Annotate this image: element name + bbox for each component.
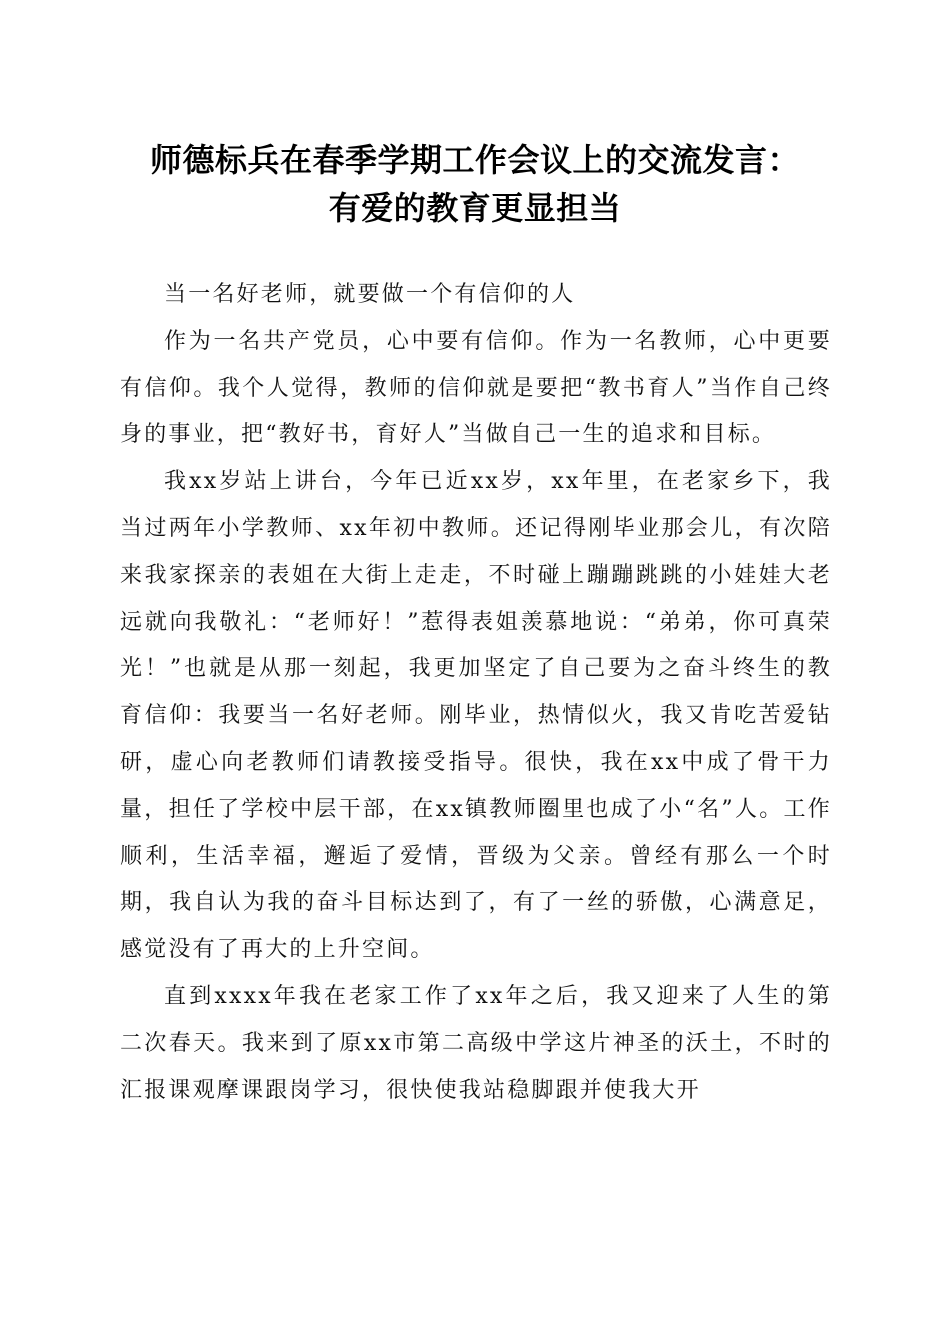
paragraph: 直到xxxx年我在老家工作了xx年之后，我又迎来了人生的第二次春天。我来到了原xx市第二高级中学这片神圣的沃土，不时的汇报课观摩课跟岗学习，很快使我站稳脚跟并使我大开 (120, 983, 832, 1103)
paragraph: 我xx岁站上讲台，今年已近xx岁，xx年里，在老家乡下，我当过两年小学教师、xx年初中教师。还记得刚毕业那会儿，有次陪来我家探亲的表姐在大街上走走，不时碰上蹦蹦跳跳的小娃娃大老远就向我敬礼：“老师好！”惹得表姐羡慕地说：“弟弟，你可真荣光！”也就是从那一刻起，我更加坚定了自己要为之奋斗终生的教育信仰：我要当一名好老师。刚毕业，热情似火，我又肯吃苦爱钻研，虚心向老教师们请教接受指导。很快，我在xx中成了骨干力量，担任了学校中层干部，在xx镇教师圈里也成了小“名”人。工作顺利，生活幸福，邂逅了爱情，晋级为父亲。曾经有那么一个时期，我自认为我的奋斗目标达到了，有了一丝的骄傲，心满意足，感觉没有了再大的上升空间。 (120, 469, 832, 963)
paragraph: 作为一名共产党员，心中要有信仰。作为一名教师，心中更要有信仰。我个人觉得，教师的信仰就是要把“教书育人”当作自己终身的事业，把“教好书，育好人”当做自己一生的追求和目标。 (120, 328, 832, 448)
document-body (120, 272, 832, 1114)
section-heading: 当一名好老师，就要做一个有信仰的人 (164, 282, 576, 307)
document-title-line-1: 师德标兵在春季学期工作会议上的交流发言： (149, 141, 800, 179)
document-title-line-2: 有爱的教育更显担当 (328, 189, 622, 227)
